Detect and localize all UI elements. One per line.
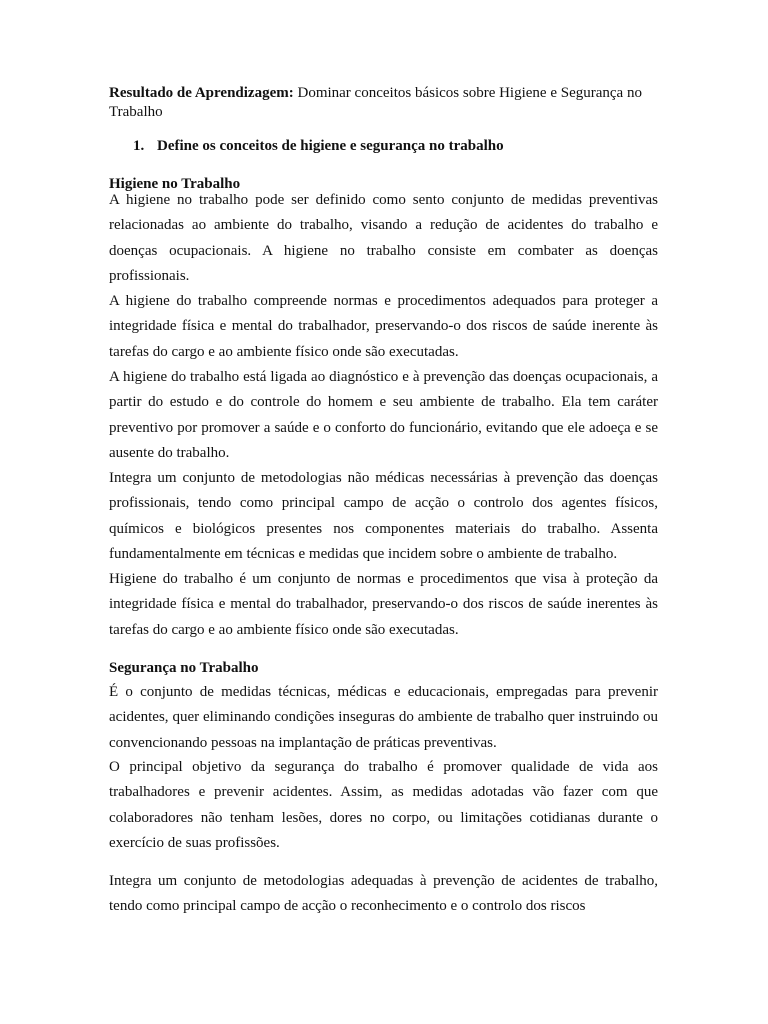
seguranca-paragraph-1: É o conjunto de medidas técnicas, médicas e educacionais, empregadas para prevenir acidentes, quer eliminando condições inseguras do ambiente de trabalho quer instruindo ou convencionando pessoas na implantação de práticas preventivas.	[109, 684, 658, 751]
higiene-paragraph-1: A higiene no trabalho pode ser definido como sento conjunto de medidas preventivas relacionadas ao ambiente do trabalho, visando a redução de acidentes do trabalho e doenças ocupacionais. A higiene no trabalho consiste em combater as doenças profissionais.	[109, 192, 658, 284]
section-title-seguranca: Segurança no Trabalho	[109, 660, 259, 676]
item-number: 1.	[133, 138, 145, 154]
learning-outcome-text: Dominar conceitos básicos sobre Higiene e Segurança no Trabalho	[109, 85, 642, 120]
higiene-paragraph-5: Higiene do trabalho é um conjunto de normas e procedimentos que visa à proteção da integridade física e mental do trabalhador, preservando-o dos riscos de saúde inerentes às tarefas do cargo e ao ambiente físico onde são executadas.	[109, 571, 658, 638]
seguranca-paragraph-2: O principal objetivo da segurança do trabalho é promover qualidade de vida aos trabalhadores e prevenir acidentes. Assim, as medidas adotadas vão fazer com que colaboradores não tenham lesões, dores no corpo, ou limitações cotidianas durante o exercício de suas profissões.	[109, 759, 658, 851]
higiene-paragraph-2: A higiene do trabalho compreende normas e procedimentos adequados para proteger a integridade física e mental do trabalhador, preservando-o dos riscos de saúde inerente às tarefas do cargo e ao ambiente físico onde são executadas.	[109, 293, 658, 360]
higiene-paragraph-4: Integra um conjunto de metodologias não médicas necessárias à prevenção das doenças profissionais, tendo como principal campo de acção o controlo dos agentes físicos, químicos e biológicos presentes nos componentes materiais do trabalho. Assenta fundamentalmente em técnicas e medidas que incidem sobre o ambiente de trabalho.	[109, 470, 658, 562]
learning-outcome-label: Resultado de Aprendizagem:	[109, 85, 294, 101]
numbered-item	[109, 137, 682, 156]
item-text: Define os conceitos de higiene e segurança no trabalho	[157, 138, 504, 154]
higiene-paragraph-3: A higiene do trabalho está ligada ao diagnóstico e à prevenção das doenças ocupacionais, a partir do estudo e do controle do homem e seu ambiente de trabalho. Ela tem caráter preventivo por promover a saúde e o conforto do funcionário, evitando que ele adoeça e se ausente do trabalho.	[109, 369, 658, 461]
seguranca-paragraph-3: Integra um conjunto de metodologias adequadas à prevenção de acidentes de trabalho, tendo como principal campo de acção o reconhecimento e o controlo dos riscos	[109, 873, 658, 915]
section-title-higiene: Higiene no Trabalho	[109, 176, 241, 192]
learning-outcome	[109, 84, 658, 122]
